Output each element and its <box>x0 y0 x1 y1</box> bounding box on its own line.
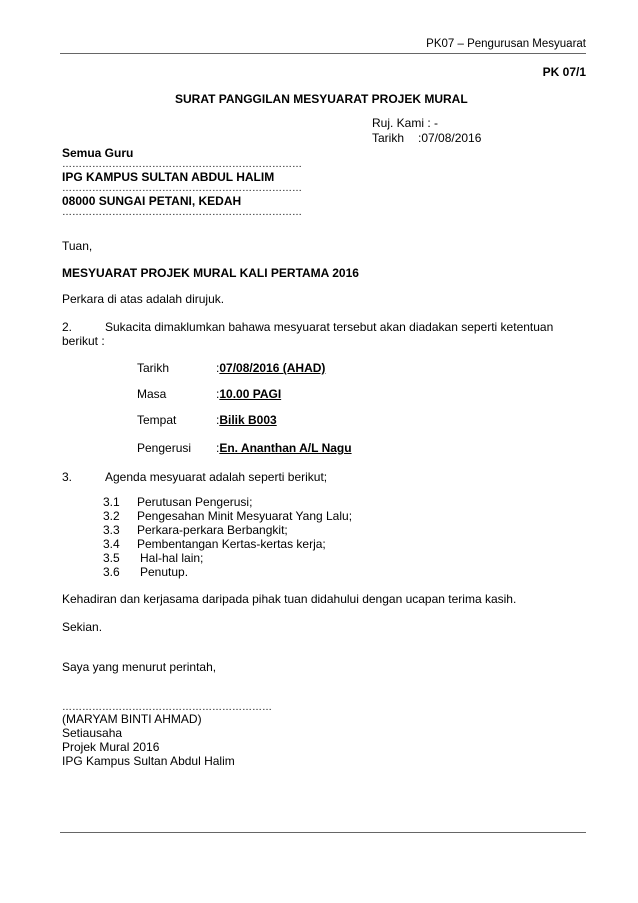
signature-line: ……………………………………………………… <box>62 702 272 713</box>
detail-place-label: Tempat <box>137 413 177 427</box>
detail-place-value: :Bilik B003 <box>216 413 277 427</box>
recipient-dots-1: ……………………………………………………………… <box>62 159 302 170</box>
detail-time-value: :10.00 PAGI <box>216 387 282 401</box>
saya-yang-menurut: Saya yang menurut perintah, <box>62 660 217 674</box>
signatory-name: (MARYAM BINTI AHMAD) <box>62 712 202 726</box>
salutation: Tuan, <box>62 239 93 253</box>
agenda-number: 3.2 <box>103 509 120 523</box>
detail-place-text: Bilik B003 <box>219 413 277 427</box>
letter-subject: MESYUARAT PROJEK MURAL KALI PERTAMA 2016 <box>62 266 359 280</box>
header-rule <box>60 53 586 54</box>
header-text: PK07 – Pengurusan Mesyuarat <box>426 38 586 50</box>
paragraph-3-number: 3. <box>62 470 73 484</box>
paragraph-3-text: Agenda mesyuarat adalah seperti berikut; <box>105 470 328 484</box>
recipient-line-3: 08000 SUNGAI PETANI, KEDAH <box>62 194 242 208</box>
agenda-item: Perutusan Pengerusi; <box>137 495 253 509</box>
reference-date-value: :07/08/2016 <box>418 131 482 145</box>
signatory-institution: IPG Kampus Sultan Abdul Halim <box>62 754 235 768</box>
agenda-item: Perkara-perkara Berbangkit; <box>137 523 288 537</box>
detail-time-label: Masa <box>137 387 167 401</box>
agenda-number: 3.3 <box>103 523 120 537</box>
letter-title: SURAT PANGGILAN MESYUARAT PROJEK MURAL <box>175 92 468 106</box>
detail-date-value: :07/08/2016 (AHAD) <box>216 361 326 375</box>
closing-remark: Kehadiran dan kerjasama daripada pihak tuan didahului dengan ucapan terima kasih. <box>62 592 517 606</box>
recipient-line-2: IPG KAMPUS SULTAN ABDUL HALIM <box>62 170 275 184</box>
recipient-dots-2: ……………………………………………………………… <box>62 183 302 194</box>
agenda-number: 3.6 <box>103 565 120 579</box>
agenda-number: 3.1 <box>103 495 120 509</box>
detail-date-text: 07/08/2016 (AHAD) <box>219 361 326 375</box>
signatory-role: Setiausaha <box>62 726 123 740</box>
document-code: PK 07/1 <box>542 65 586 79</box>
paragraph-1: Perkara di atas adalah dirujuk. <box>62 292 225 306</box>
signatory-organisation: Projek Mural 2016 <box>62 740 160 754</box>
recipient-dots-3: ……………………………………………………………… <box>62 207 302 218</box>
recipient-line-1: Semua Guru <box>62 146 134 160</box>
detail-date-label: Tarikh <box>137 361 170 375</box>
detail-chair-text: En. Ananthan A/L Nagu <box>219 441 352 455</box>
footer-rule <box>60 832 586 833</box>
agenda-number: 3.4 <box>103 537 120 551</box>
agenda-item: Penutup. <box>140 565 189 579</box>
reference-number: Ruj. Kami : - <box>372 116 439 130</box>
agenda-item: Pengesahan Minit Mesyuarat Yang Lalu; <box>137 509 353 523</box>
detail-chair-value: :En. Ananthan A/L Nagu <box>216 441 352 455</box>
sekian: Sekian. <box>62 620 103 634</box>
agenda-item: Pembentangan Kertas-kertas kerja; <box>137 537 326 551</box>
reference-date-label: Tarikh <box>372 131 405 145</box>
paragraph-2-line-1: Sukacita dimaklumkan bahawa mesyuarat tersebut akan diadakan seperti ketentuan <box>105 320 554 334</box>
paragraph-2-line-2: berikut : <box>62 334 105 348</box>
detail-chair-label: Pengerusi <box>137 441 192 455</box>
paragraph-2-number: 2. <box>62 320 73 334</box>
agenda-number: 3.5 <box>103 551 120 565</box>
agenda-item: Hal-hal lain; <box>140 551 204 565</box>
detail-time-text: 10.00 PAGI <box>219 387 282 401</box>
